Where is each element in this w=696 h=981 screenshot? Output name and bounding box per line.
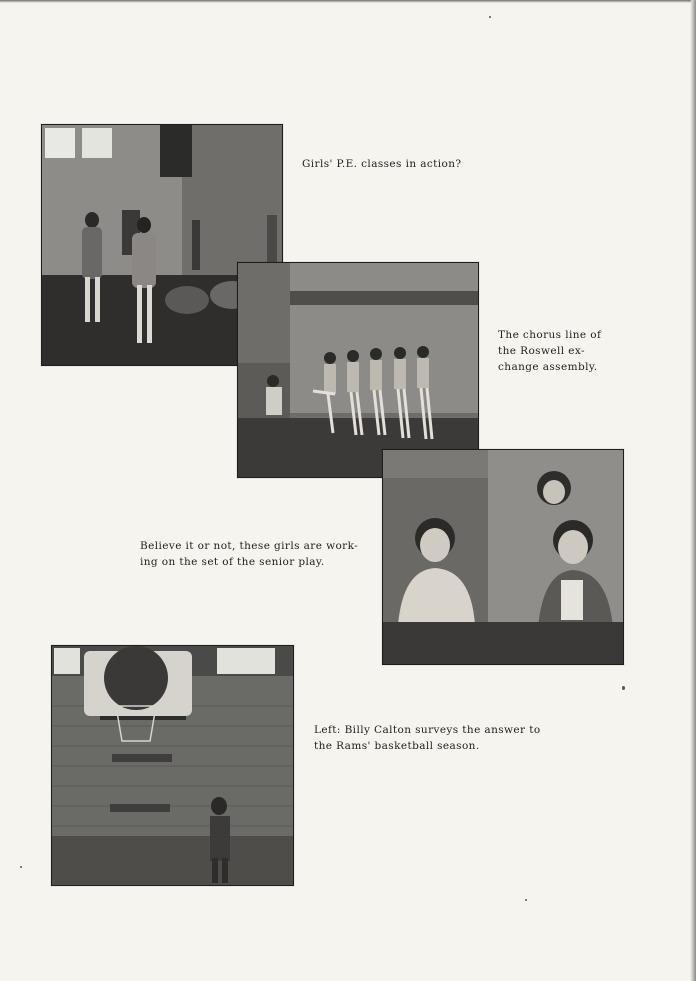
caption-chorus-line-1: The chorus line of <box>498 329 602 341</box>
caption-basketball-2: the Rams' basketball season. <box>314 740 480 752</box>
caption-chorus-line-2: the Roswell ex- <box>498 345 585 357</box>
dust-speck <box>525 899 527 901</box>
photo-basketball-hoop <box>51 645 294 886</box>
dust-speck <box>20 866 22 868</box>
caption-pe-classes: Girls' P.E. classes in action? <box>302 158 462 170</box>
caption-basketball-1: Left: Billy Calton surveys the answer to <box>314 724 541 736</box>
photo-senior-play <box>382 449 624 665</box>
caption-chorus-line-3: change assembly. <box>498 361 598 373</box>
photo-chorus-line <box>237 262 479 478</box>
dust-speck <box>622 686 625 690</box>
dust-speck <box>489 16 491 18</box>
page-right-edge <box>690 0 696 981</box>
page-top-edge <box>0 0 696 3</box>
caption-senior-play-2: ing on the set of the senior play. <box>140 556 325 568</box>
caption-senior-play-1: Believe it or not, these girls are work- <box>140 540 359 552</box>
